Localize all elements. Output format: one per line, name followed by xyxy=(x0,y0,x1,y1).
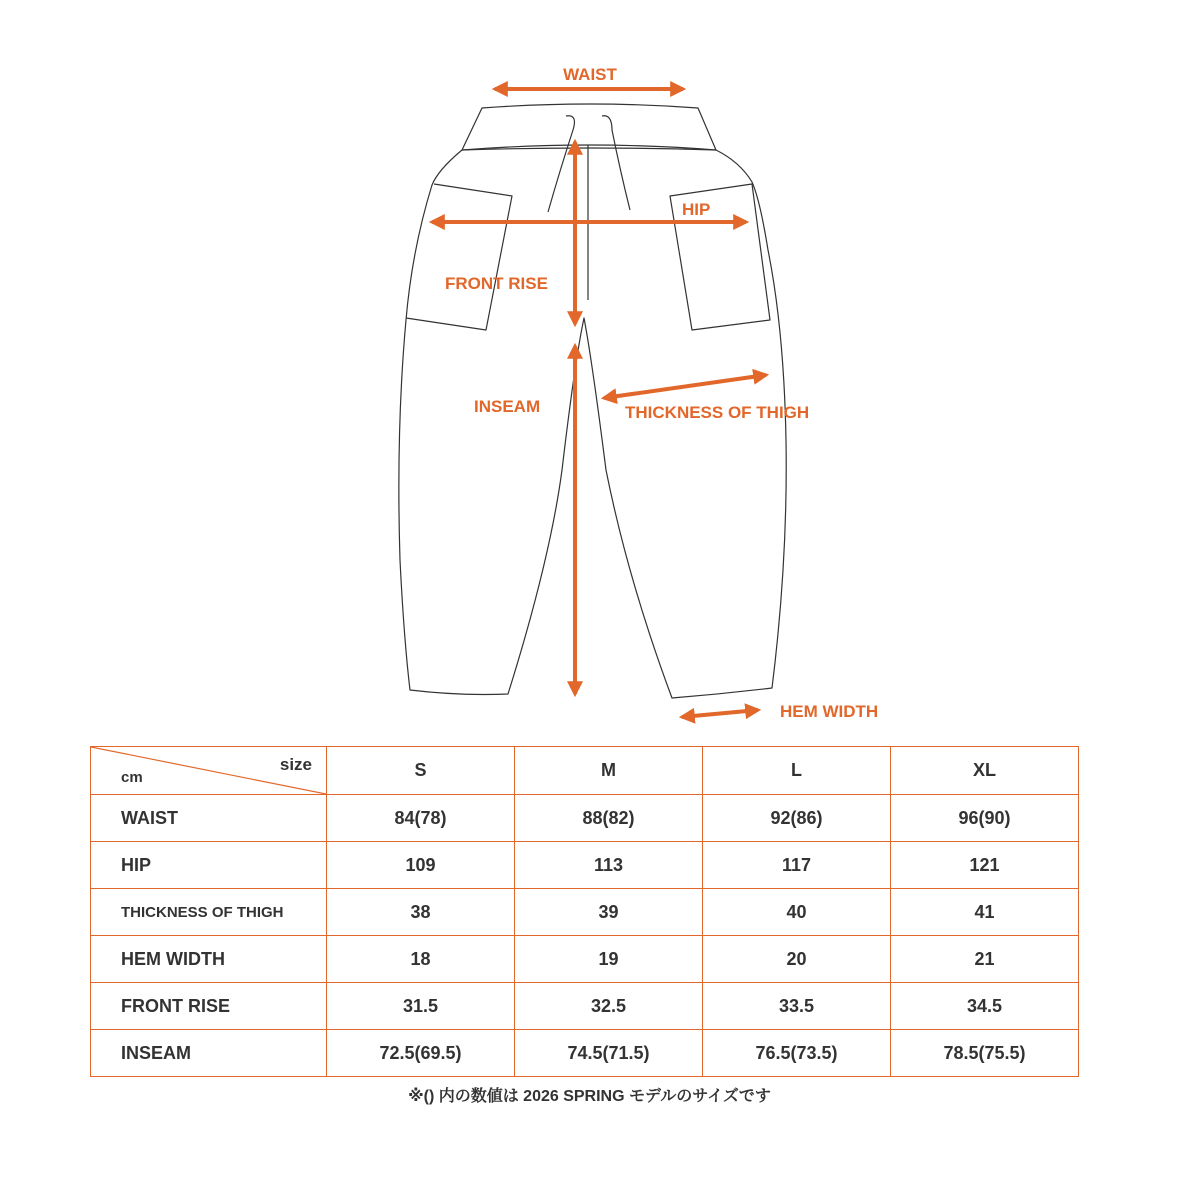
row-label: INSEAM xyxy=(91,1030,327,1077)
table-row xyxy=(91,936,1079,983)
footnote: ※() 内の数値は 2026 SPRING モデルのサイズです xyxy=(408,1088,771,1105)
table-row xyxy=(91,1030,1079,1077)
pocket-left xyxy=(406,184,512,330)
table-cell: 113 xyxy=(515,842,703,889)
row-label: THICKNESS OF THIGH xyxy=(91,889,327,936)
label-hem-width: HEM WIDTH xyxy=(780,702,879,721)
table-cell: 33.5 xyxy=(703,983,891,1030)
size-header-s: S xyxy=(327,747,515,795)
table-cell: 32.5 xyxy=(515,983,703,1030)
label-hip: HIP xyxy=(682,200,711,219)
table-corner-cell xyxy=(91,747,327,795)
thigh-arrow xyxy=(604,375,766,398)
table-row xyxy=(91,842,1079,889)
label-inseam: INSEAM xyxy=(474,397,541,416)
label-thickness-of-thigh: THICKNESS OF THIGH xyxy=(625,403,810,422)
row-label: FRONT RISE xyxy=(91,983,327,1030)
table-cell: 76.5(73.5) xyxy=(703,1030,891,1077)
hem-arrow xyxy=(682,710,758,717)
table-cell: 31.5 xyxy=(327,983,515,1030)
table-cell: 121 xyxy=(891,842,1079,889)
table-cell: 38 xyxy=(327,889,515,936)
pants-body xyxy=(399,150,786,698)
size-header-m: M xyxy=(515,747,703,795)
table-cell: 34.5 xyxy=(891,983,1079,1030)
table-cell: 109 xyxy=(327,842,515,889)
table-cell: 21 xyxy=(891,936,1079,983)
row-label: HEM WIDTH xyxy=(91,936,327,983)
table-cell: 88(82) xyxy=(515,795,703,842)
table-cell: 19 xyxy=(515,936,703,983)
row-label: WAIST xyxy=(91,795,327,842)
table-cell: 96(90) xyxy=(891,795,1079,842)
table-cell: 78.5(75.5) xyxy=(891,1030,1079,1077)
table-cell: 18 xyxy=(327,936,515,983)
table-cell: 74.5(71.5) xyxy=(515,1030,703,1077)
table-row xyxy=(91,889,1079,936)
table-cell: 84(78) xyxy=(327,795,515,842)
corner-size-label: size xyxy=(279,755,312,774)
size-table xyxy=(90,746,1079,1077)
waistband xyxy=(462,104,716,150)
table-cell: 40 xyxy=(703,889,891,936)
size-header-l: L xyxy=(703,747,891,795)
table-cell: 92(86) xyxy=(703,795,891,842)
corner-unit-label: cm xyxy=(121,769,143,786)
label-front-rise: FRONT RISE xyxy=(445,274,548,293)
table-cell: 20 xyxy=(703,936,891,983)
table-header-row xyxy=(91,747,1079,795)
table-cell: 39 xyxy=(515,889,703,936)
table-row xyxy=(91,795,1079,842)
table-cell: 117 xyxy=(703,842,891,889)
row-label: HIP xyxy=(91,842,327,889)
pants-outline xyxy=(399,104,786,698)
table-row xyxy=(91,983,1079,1030)
table-cell: 72.5(69.5) xyxy=(327,1030,515,1077)
table-cell: 41 xyxy=(891,889,1079,936)
label-waist: WAIST xyxy=(563,65,617,84)
size-header-xl: XL xyxy=(891,747,1079,795)
